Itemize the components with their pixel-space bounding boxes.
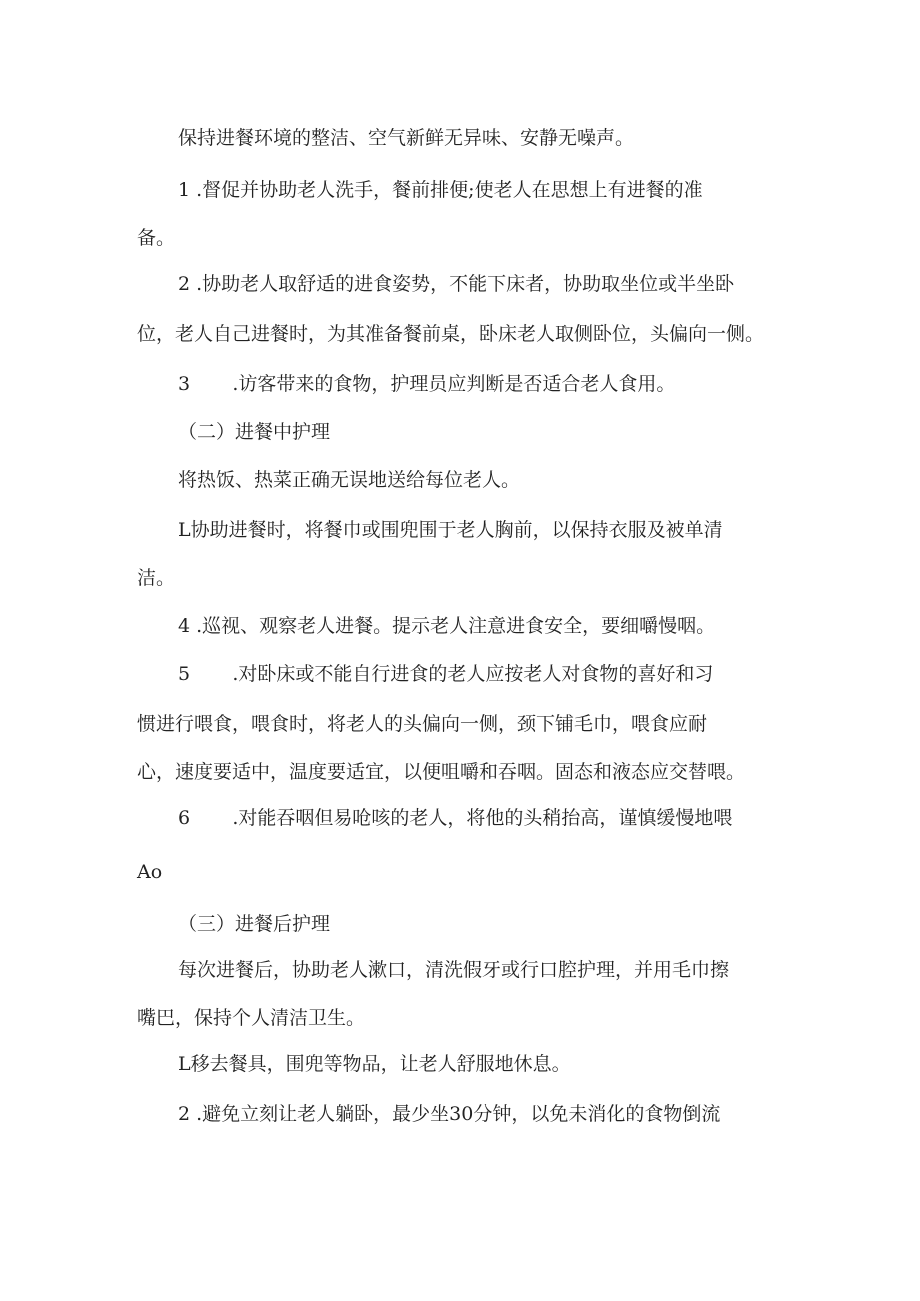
text-line-item-1-cont: 备。 (137, 227, 176, 249)
text-line-item-2-cont: 位，老人自己进餐时，为其准备餐前桌，卧床老人取侧卧位，头偏向一侧。 (137, 323, 765, 345)
text-line-item-l-assist-cont: 洁。 (137, 567, 176, 589)
text-line-item-l-remove: L移去餐具，围兜等物品，让老人舒服地休息。 (178, 1053, 571, 1075)
text-line-after-meal-care-cont: 嘴巴，保持个人清洁卫生。 (137, 1007, 366, 1029)
text-line-item-1: 1 .督促并协助老人洗手，餐前排便;使老人在思想上有进餐的准 (178, 179, 703, 201)
section-heading-during-meal: （二）进餐中护理 (178, 421, 331, 443)
text-line-item-2-after: 2 .避免立刻让老人躺卧，最少坐30分钟，以免未消化的食物倒流 (178, 1103, 721, 1125)
text-line-item-4: 4 .巡视、观察老人进餐。提示老人注意进食安全，要细嚼慢咽。 (178, 615, 716, 637)
text-line-environment: 保持进餐环境的整洁、空气新鲜无异味、安静无噪声。 (178, 127, 635, 149)
text-line-item-5-cont-2: 心，速度要适中，温度要适宜，以便咀嚼和吞咽。固态和液态应交替喂。 (137, 761, 746, 783)
text-line-item-6-cont: Ao (137, 861, 163, 883)
text-line-item-3: 3 .访客带来的食物，护理员应判断是否适合老人食用。 (178, 373, 676, 395)
text-line-serve-food: 将热饭、热菜正确无误地送给每位老人。 (178, 469, 521, 491)
text-line-item-6: 6 .对能吞咽但易呛咳的老人，将他的头稍抬高，谨慎缓慢地喂 (178, 807, 733, 829)
section-heading-after-meal: （三）进餐后护理 (178, 913, 331, 935)
text-line-after-meal-care: 每次进餐后，协助老人漱口，清洗假牙或行口腔护理，并用毛巾擦 (178, 959, 730, 981)
text-line-item-5-cont-1: 惯进行喂食，喂食时，将老人的头偏向一侧，颈下铺毛巾，喂食应耐 (137, 713, 708, 735)
text-line-item-l-assist: L协助进餐时，将餐巾或围兜围于老人胸前，以保持衣服及被单清 (178, 519, 723, 541)
text-line-item-5: 5 .对卧床或不能自行进食的老人应按老人对食物的喜好和习 (178, 663, 714, 685)
text-line-item-2: 2 .协助老人取舒适的进食姿势，不能下床者，协助取坐位或半坐卧 (178, 273, 735, 295)
